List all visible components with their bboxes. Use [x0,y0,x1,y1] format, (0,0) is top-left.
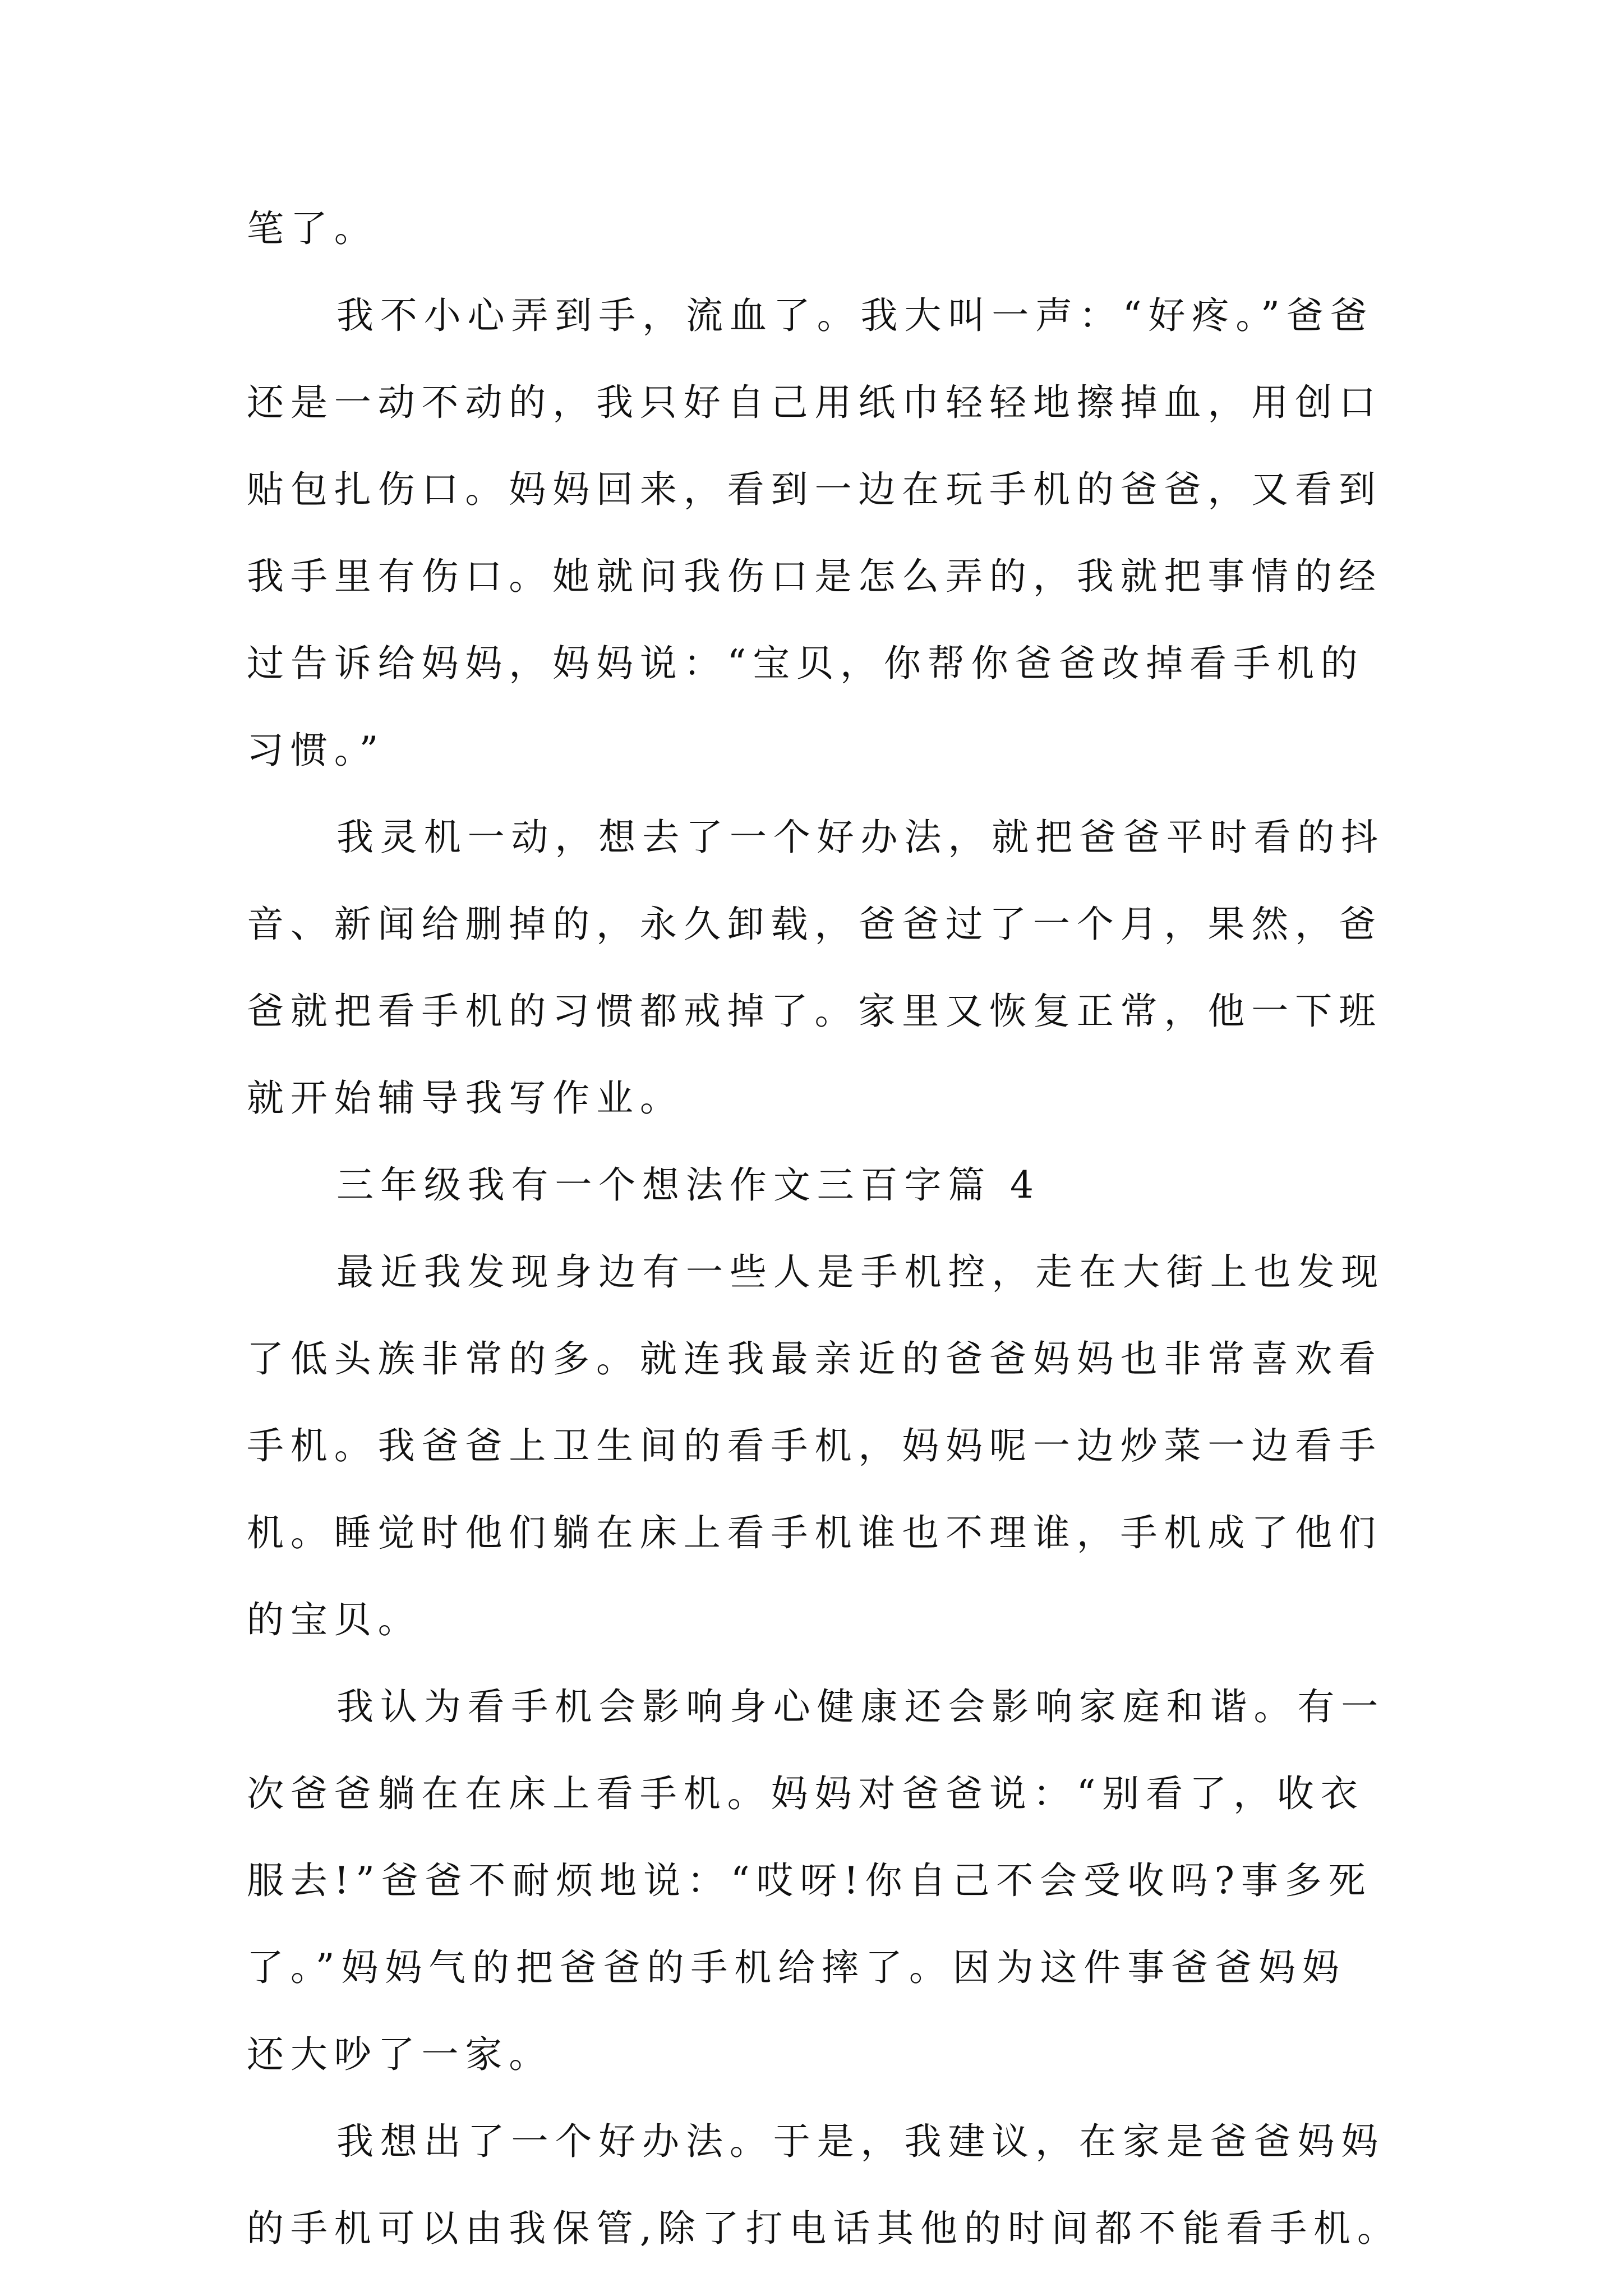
text-line: 服去!”爸爸不耐烦地说：“哎呀!你自己不会受收吗?事多死 [247,1859,1372,1902]
text-line: 的宝贝。 [247,1598,422,1641]
text-line: 习惯。” [247,729,385,772]
text-line: 音、新闻给删掉的，永久卸载，爸爸过了一个月，果然，爸 [247,903,1382,946]
text-line: 贴包扎伤口。妈妈回来，看到一边在玩手机的爸爸，又看到 [247,468,1382,511]
text-line: 我想出了一个好办法。于是，我建议，在家是爸爸妈妈 [336,2120,1385,2163]
text-line: 了。”妈妈气的把爸爸的手机给摔了。因为这件事爸爸妈妈 [247,1946,1346,1989]
text-line: 机。睡觉时他们躺在床上看手机谁也不理谁，手机成了他们 [247,1511,1382,1554]
text-line: 最近我发现身边有一些人是手机控，走在大街上也发现 [336,1250,1385,1294]
text-line: 手机。我爸爸上卫生间的看手机，妈妈呢一边炒菜一边看手 [247,1424,1382,1467]
section-heading: 三年级我有一个想法作文三百字篇 4 [336,1163,1040,1207]
text-line: 过告诉给妈妈，妈妈说：“宝贝，你帮你爸爸改掉看手机的 [247,642,1364,685]
text-line: 就开始辅导我写作业。 [247,1076,684,1120]
text-line: 爸就把看手机的习惯都戒掉了。家里又恢复正常，他一下班 [247,990,1382,1033]
text-line: 我不小心弄到手，流血了。我大叫一声：“好疼。”爸爸 [336,294,1374,337]
text-line: 我认为看手机会影响身心健康还会影响家庭和谐。有一 [336,1685,1385,1728]
text-line: 笔了。 [247,207,378,250]
text-line: 我手里有伤口。她就问我伤口是怎么弄的，我就把事情的经 [247,555,1382,598]
text-line: 了低头族非常的多。就连我最亲近的爸爸妈妈也非常喜欢看 [247,1337,1382,1381]
text-line: 的手机可以由我保管,除了打电话其他的时间都不能看手机。 [247,2207,1401,2250]
text-line: 次爸爸躺在在床上看手机。妈妈对爸爸说：“别看了，收衣 [247,1772,1364,1815]
text-line: 还大吵了一家。 [247,2033,553,2076]
text-line: 我灵机一动，想去了一个好办法，就把爸爸平时看的抖 [336,816,1385,859]
text-line: 还是一动不动的，我只好自己用纸巾轻轻地擦掉血，用创口 [247,381,1382,424]
